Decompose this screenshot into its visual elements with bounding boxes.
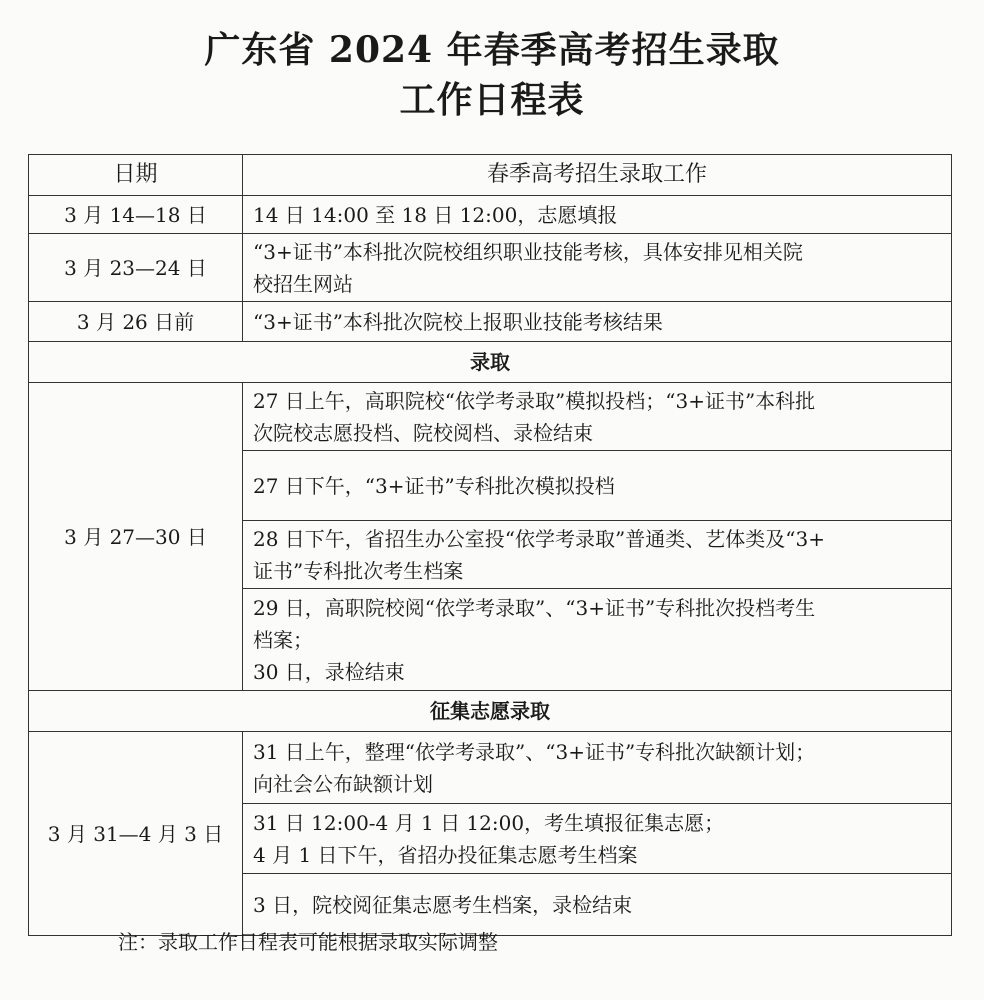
footnote: 注：录取工作日程表可能根据录取实际调整 — [118, 930, 498, 954]
row-date: 3 月 14—18 日 — [29, 196, 243, 234]
row-work-line: “3+证书”本科批次院校上报职业技能考核结果 — [253, 309, 663, 334]
row-date: 3 月 27—30 日 — [29, 383, 243, 691]
section-row-luqu — [29, 342, 952, 383]
header-date: 日期 — [29, 155, 243, 196]
table-row — [29, 383, 952, 451]
section-row-zhengji — [29, 691, 952, 732]
row-work — [243, 732, 952, 804]
table-header-row — [29, 155, 952, 196]
section-title: 征集志愿录取 — [29, 691, 952, 732]
row-work — [243, 451, 952, 521]
row-work-line: 27 日上午，高职院校“依学考录取”模拟投档；“3+证书”本科批 — [253, 388, 816, 413]
row-work — [243, 234, 952, 302]
row-work-line: 29 日，高职院校阅“依学考录取”、“3+证书”专科批次投档考生 — [253, 595, 816, 620]
row-work-line: 27 日下午，“3+证书”专科批次模拟投档 — [253, 473, 615, 498]
row-date: 3 月 31—4 月 3 日 — [29, 732, 243, 936]
schedule-table — [28, 154, 952, 936]
row-work-line: 4 月 1 日下午，省招办投征集志愿考生档案 — [253, 842, 638, 867]
row-work-line: “3+证书”本科批次院校组织职业技能考核，具体安排见相关院 — [253, 239, 803, 264]
row-work-line: 28 日下午，省招生办公室投“依学考录取”普通类、艺体类及“3+ — [253, 526, 825, 551]
row-work — [243, 302, 952, 342]
row-work-line: 31 日 12:00-4 月 1 日 12:00，考生填报征集志愿； — [253, 810, 725, 835]
row-work-line: 证书”专科批次考生档案 — [253, 558, 464, 583]
row-work — [243, 383, 952, 451]
row-work-line: 次院校志愿投档、院校阅档、录检结束 — [253, 420, 593, 445]
row-work — [243, 804, 952, 874]
row-work-line: 向社会公布缺额计划 — [253, 771, 433, 796]
section-title: 录取 — [29, 342, 952, 383]
row-work — [243, 589, 952, 691]
table-row — [29, 302, 952, 342]
row-date: 3 月 26 日前 — [29, 302, 243, 342]
table-row — [29, 234, 952, 302]
document-subtitle: 工作日程表 — [399, 79, 585, 121]
header-work: 春季高考招生录取工作 — [243, 155, 952, 196]
row-work-line: 31 日上午，整理“依学考录取”、“3+证书”专科批次缺额计划； — [253, 739, 816, 764]
row-work — [243, 521, 952, 589]
row-work — [243, 196, 952, 234]
row-work-line: 30 日，录检结束 — [253, 659, 405, 684]
row-work-line: 3 日，院校阅征集志愿考生档案，录检结束 — [253, 892, 633, 917]
document-title: 广东省 2024 年春季高考招生录取 — [204, 29, 780, 71]
row-work-line: 档案； — [253, 627, 313, 652]
table-row — [29, 732, 952, 804]
row-work-line: 14 日 14:00 至 18 日 12:00，志愿填报 — [253, 202, 618, 227]
row-work-line: 校招生网站 — [253, 271, 353, 296]
row-date: 3 月 23—24 日 — [29, 234, 243, 302]
table-row — [29, 196, 952, 234]
